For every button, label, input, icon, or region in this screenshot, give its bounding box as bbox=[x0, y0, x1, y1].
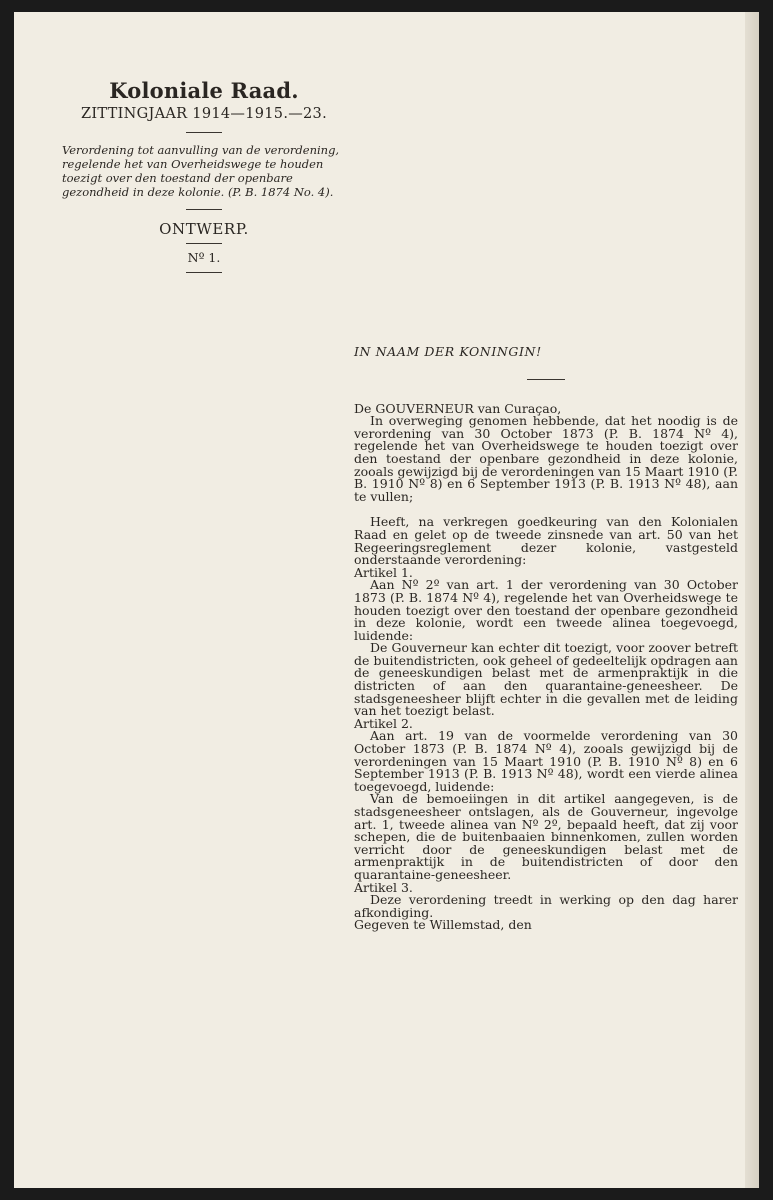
divider bbox=[186, 132, 222, 133]
article-paragraph: De Gouverneur kan echter dit toezigt, voor zoover betreft de buitendistricten, ook geheel of gedeeltelijk opdragen aan de geneeskundigen belast met de armenpraktijk in die districten of aan den quarantaine-geneesheer. De stadsgeneesheer blijft echter in die gevallen met de leiding van het toezigt belast. bbox=[354, 640, 738, 719]
governor-line: De GOUVERNEUR van Curaçao, bbox=[354, 400, 562, 416]
divider bbox=[186, 209, 222, 210]
approval-paragraph: Heeft, na verkregen goedkeuring van den Kolonialen Raad en gelet op de tweede zinsnede van art. 50 van het Regeeringsreglement dezer kolonie, vastgesteld onderstaande verordening: bbox=[354, 514, 738, 568]
article-heading: Artikel 3. bbox=[354, 879, 413, 895]
draft-label: ONTWERP. bbox=[159, 220, 249, 238]
article-paragraph: Van de bemoeiingen in dit artikel aangegeven, is de stadsgeneesheer ontslagen, als de Gouverneur, ingevolge art. 1, tweede alinea van Nº 2º, bepaald heeft, dat zij voor schepen, die de buitenbaaien binnenkomen, zullen worden verricht door de geneeskundigen belast met de armenpraktijk in de buitendistricten of door den quarantaine-geneesheer. bbox=[354, 791, 738, 882]
divider bbox=[186, 272, 222, 273]
document-page bbox=[14, 12, 759, 1188]
considering-paragraph: In overweging genomen hebbende, dat het noodig is de verordening van 30 October 1873 (P. B. 1874 Nº 4), regelende het van Overheidswege te houden toezigt over den toestand der openbare gezondheid in deze kolonie, zooals gewijzigd bij de verordeningen van 15 Maart 1910 (P. B. 1910 Nº 8) en 6 September 1913 (P. B. 1913 Nº 48), aan te vullen; bbox=[354, 413, 738, 504]
divider bbox=[527, 379, 565, 380]
council-title: Koloniale Raad. bbox=[109, 78, 299, 103]
draft-number: Nº 1. bbox=[187, 250, 221, 265]
given-at-line: Gegeven te Willemstad, den bbox=[354, 917, 532, 933]
divider bbox=[186, 243, 222, 244]
article-paragraph: Deze verordening treedt in werking op den dag harer afkondiging. bbox=[354, 892, 738, 920]
ordinance-subject: Verordening tot aanvulling van de verordening, regelende het van Overheidswege te houden toezigt over den toestand der openbare gezondheid in deze kolonie. (P. B. 1874 No. 4). bbox=[62, 143, 340, 199]
article-heading: Artikel 1. bbox=[354, 564, 413, 580]
article-paragraph: Aan Nº 2º van art. 1 der verordening van 30 October 1873 (P. B. 1874 Nº 4), regelende het van Overheidswege te houden toezigt over den toestand der openbare gezondheid in deze kolonie, wordt een tweede alinea toegevoegd, luidende: bbox=[354, 577, 738, 643]
decree-text bbox=[354, 346, 738, 932]
article-heading: Artikel 2. bbox=[354, 715, 413, 731]
in-name-of-queen: IN NAAM DER KONINGIN! bbox=[354, 344, 542, 359]
header-block bbox=[54, 78, 354, 283]
article-paragraph: Aan art. 19 van de voormelde verordening van 30 October 1873 (P. B. 1874 Nº 4), zooals gewijzigd bij de verordeningen van 15 Maart 1910 (P. B. 1910 Nº 8) en 6 September 1913 (P. B. 1913 Nº 48), wordt een vierde alinea toegevoegd, luidende: bbox=[354, 728, 738, 794]
session-year: ZITTINGJAAR 1914—1915.—23. bbox=[81, 106, 327, 122]
page-edge bbox=[745, 12, 759, 1188]
